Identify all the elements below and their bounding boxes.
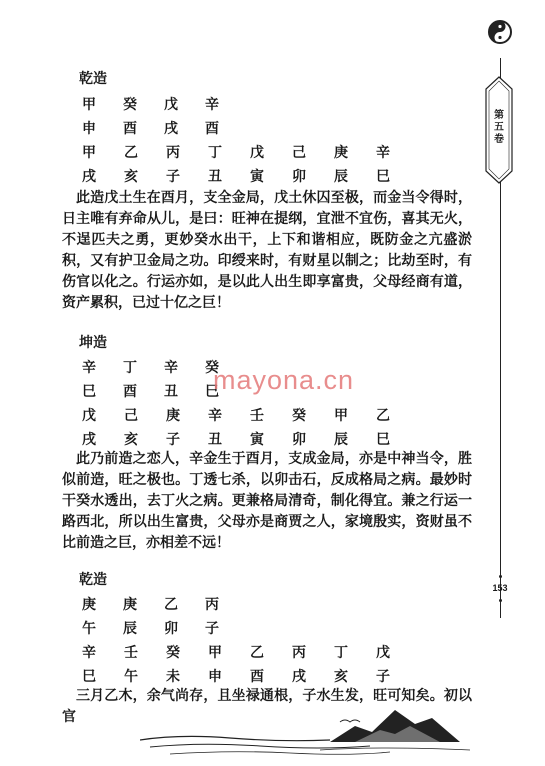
chart2-char: 巳 bbox=[205, 384, 219, 400]
chart3-char: 卯 bbox=[164, 621, 178, 637]
page-number-dot-bottom bbox=[499, 599, 502, 602]
chart1-char: 酉 bbox=[205, 121, 219, 137]
chart3-char: 午 bbox=[124, 669, 138, 685]
chart1-char: 甲 bbox=[82, 97, 96, 113]
chart2-char: 己 bbox=[124, 408, 138, 424]
chart3-char: 戌 bbox=[292, 669, 306, 685]
chart3-char: 庚 bbox=[82, 597, 96, 613]
chart1-char: 卯 bbox=[292, 169, 306, 185]
chart3-char: 申 bbox=[208, 669, 222, 685]
chart1-char: 酉 bbox=[123, 121, 137, 137]
chart2-char: 酉 bbox=[123, 384, 137, 400]
chart1-char: 申 bbox=[82, 121, 96, 137]
chart2-char: 丑 bbox=[208, 432, 222, 448]
chart1-char: 亥 bbox=[124, 169, 138, 185]
chart3-char: 辛 bbox=[82, 645, 96, 661]
chart3-char: 丙 bbox=[292, 645, 306, 661]
chart3-char: 丙 bbox=[205, 597, 219, 613]
page-number: 153 bbox=[492, 583, 508, 593]
chart2-char: 庚 bbox=[166, 408, 180, 424]
mountain-cloud-wave-icon bbox=[140, 700, 470, 760]
chart2-char: 辰 bbox=[334, 432, 348, 448]
analysis-paragraph-1: 此造戊土生在酉月，支全金局，戊土休囚至极，而金当令得时，日主唯有弃命从儿，是曰：旺神在提纲，宜泄不宜伤，喜其无火，不逞匹夫之勇，更妙癸水出干，上下和谐相应，既防金之亢盛淤积，又有护卫金局之功。印绶来时，有财星以制之；比劫至时，有伤官以化之。行运亦如，是以此人出生即享富贵，父母经商有道，资产累积，已过十亿之巨！ bbox=[62, 190, 472, 311]
chart1-char: 戌 bbox=[164, 121, 178, 137]
yin-yang-swirl-icon bbox=[486, 18, 514, 46]
chart3-char: 未 bbox=[166, 669, 180, 685]
chart3-char: 庚 bbox=[123, 597, 137, 613]
chart2-char: 戌 bbox=[82, 432, 96, 448]
chart2-char: 癸 bbox=[205, 360, 219, 376]
chart1-char: 癸 bbox=[123, 97, 137, 113]
chart2-char: 巳 bbox=[376, 432, 390, 448]
chart3-char: 子 bbox=[205, 621, 219, 637]
chart2-char: 亥 bbox=[124, 432, 138, 448]
chart2-char: 辛 bbox=[164, 360, 178, 376]
chart1-char: 丑 bbox=[208, 169, 222, 185]
chart1-char: 丙 bbox=[166, 145, 180, 161]
chart1-char: 辰 bbox=[334, 169, 348, 185]
chart3-char: 子 bbox=[376, 669, 390, 685]
chart3-char: 壬 bbox=[124, 645, 138, 661]
chart2-char: 戊 bbox=[82, 408, 96, 424]
chart2-char: 丁 bbox=[123, 360, 137, 376]
chart2-char: 辛 bbox=[82, 360, 96, 376]
chart3-char: 乙 bbox=[250, 645, 264, 661]
chart1-char: 戊 bbox=[250, 145, 264, 161]
page-number-dot-top bbox=[499, 575, 502, 578]
chart-heading-1: 乾造 bbox=[79, 71, 107, 87]
chart2-char: 子 bbox=[166, 432, 180, 448]
chart3-char: 癸 bbox=[166, 645, 180, 661]
analysis-paragraph-2: 此乃前造之恋人，辛金生于酉月，支成金局，亦是中神当令，胜似前造，旺之极也。丁透七杀，以卯击石，反成格局之病。最妙时干癸水透出，去丁火之病。更兼格局清奇，制化得宜。兼之行运一路西北，所以出生富贵，父母亦是商贾之人，家境殷实，资财虽不比前造之巨，亦相差不远！ bbox=[62, 451, 472, 551]
chart1-char: 辛 bbox=[376, 145, 390, 161]
chart2-char: 癸 bbox=[292, 408, 306, 424]
chart2-char: 甲 bbox=[334, 408, 348, 424]
chart1-char: 巳 bbox=[376, 169, 390, 185]
chart1-char: 甲 bbox=[82, 145, 96, 161]
chart1-char: 戌 bbox=[82, 169, 96, 185]
chart3-char: 巳 bbox=[82, 669, 96, 685]
chart3-char: 午 bbox=[82, 621, 96, 637]
chart1-char: 丁 bbox=[208, 145, 222, 161]
analysis-paragraph-3: 三月乙木，余气尚存，且坐禄通根，子水生发，旺可知矣。初以官 bbox=[62, 688, 472, 725]
chart3-char: 戊 bbox=[376, 645, 390, 661]
chart1-char: 子 bbox=[166, 169, 180, 185]
chart2-char: 乙 bbox=[376, 408, 390, 424]
chart3-char: 丁 bbox=[334, 645, 348, 661]
chart3-char: 酉 bbox=[250, 669, 264, 685]
chart1-char: 乙 bbox=[124, 145, 138, 161]
chart3-char: 甲 bbox=[208, 645, 222, 661]
chart2-char: 壬 bbox=[250, 408, 264, 424]
chart3-char: 亥 bbox=[334, 669, 348, 685]
chart2-char: 丑 bbox=[164, 384, 178, 400]
chart3-char: 辰 bbox=[123, 621, 137, 637]
chart1-char: 己 bbox=[292, 145, 306, 161]
chapter-label: 第五卷 bbox=[494, 110, 504, 145]
chart3-char: 乙 bbox=[164, 597, 178, 613]
chart2-char: 巳 bbox=[82, 384, 96, 400]
chart2-char: 寅 bbox=[250, 432, 264, 448]
chart-heading-3: 乾造 bbox=[79, 572, 107, 588]
chart2-char: 卯 bbox=[292, 432, 306, 448]
chart1-char: 庚 bbox=[334, 145, 348, 161]
watermark-text: mayona.cn bbox=[213, 365, 355, 395]
chart-heading-2: 坤造 bbox=[79, 335, 107, 351]
chart1-char: 辛 bbox=[205, 97, 219, 113]
chart1-char: 戊 bbox=[164, 97, 178, 113]
chart2-char: 辛 bbox=[208, 408, 222, 424]
chart1-char: 寅 bbox=[250, 169, 264, 185]
